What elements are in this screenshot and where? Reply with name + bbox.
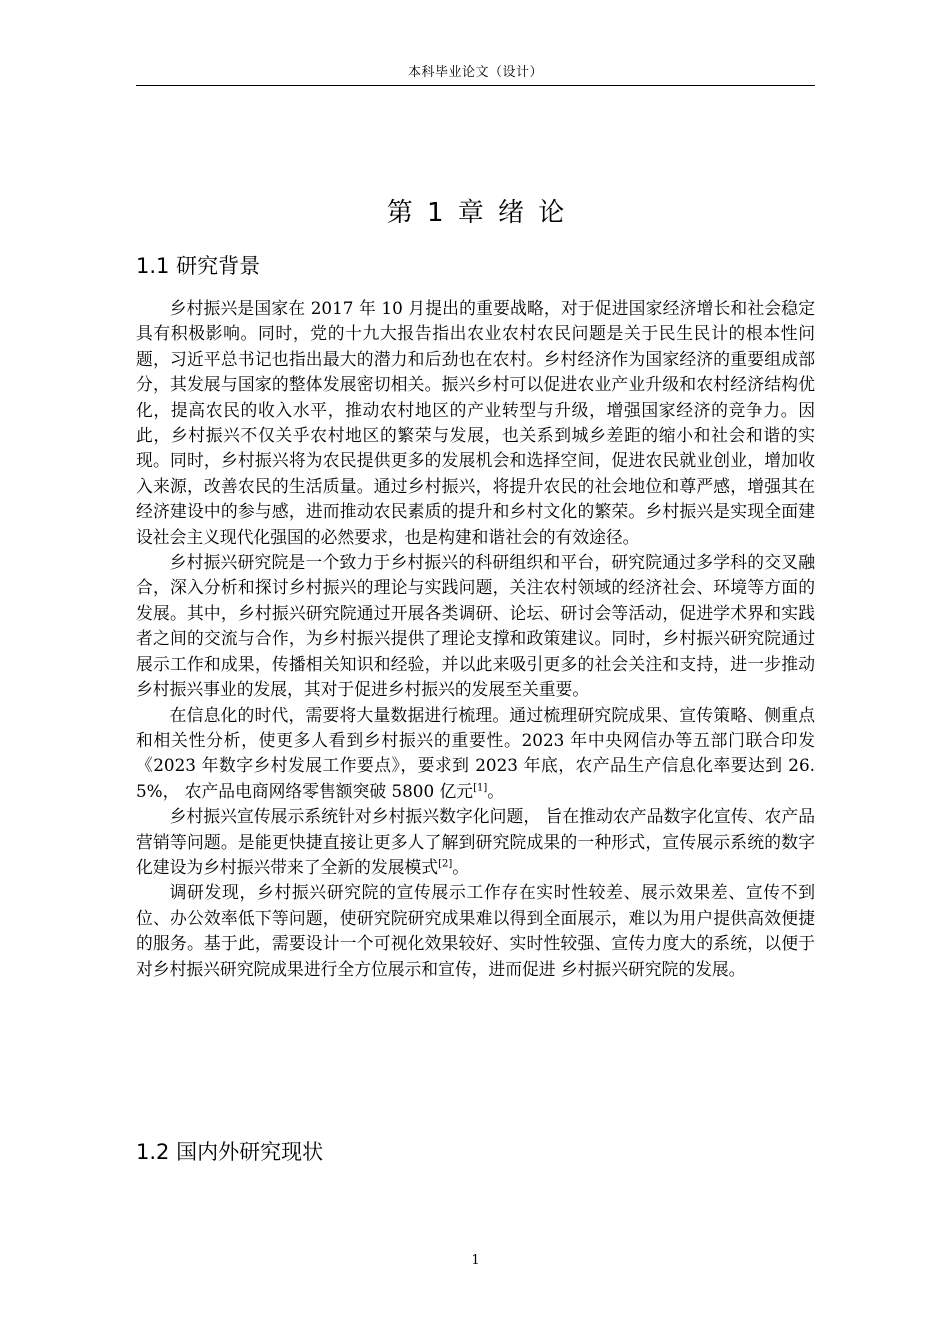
paragraph-text: 乡村振兴研究院是一个致力于乡村振兴的科研组织和平台，研究院通过多学科的交叉融合，深入分析和探讨乡村振兴的理论与实践问题，关注农村领域的经济社会、环境等方面的发展。其中，乡村振兴研究院通过开展各类调研、论坛、研讨会等活动，促进学术界和实践者之间的交流与合作，为乡村振兴提供了理论支撑和政策建议。同时，乡村振兴研究院通过展示工作和成果，传播相关知识和经验，并以此来吸引更多的社会关注和支持，进一步推动乡村振兴事业的发展，其对于促进乡村振兴的发展至关重要。 xyxy=(136,552,815,700)
page-number: 1 xyxy=(471,1253,480,1268)
section-heading-1-2: 1.2 国内外研究现状 xyxy=(136,1140,324,1164)
section-heading-1-1: 1.1 研究背景 xyxy=(136,254,261,278)
chapter-title: 第 1 章 绪 论 xyxy=(386,198,565,228)
paragraph xyxy=(136,703,815,805)
paragraph-text: 在信息化的时代，需要将大量数据进行梳理。通过梳理研究院成果、宣传策略、侧重点和相关性分析，使更多人看到乡村振兴的重要性。2023 年中央网信办等五部门联合印发《2023 年数字乡村发展工作要点》，要求到 2023 年底，农产品生产信息化率要达到 26.5%， 农产品电商网络零售额突破 5800 亿元 xyxy=(136,704,815,801)
paragraph xyxy=(136,804,815,880)
body-text xyxy=(136,296,815,982)
paragraph-text: 调研发现，乡村振兴研究院的宣传展示工作存在实时性较差、展示效果差、宣传不到位、办公效率低下等问题，使研究院研究成果难以得到全面展示，难以为用户提供高效便捷的服务。基于此，需要设计一个可视化效果较好、实时性较强、宣传力度大的系统，以便于对乡村振兴研究院成果进行全方位展示和宣传，进而促进 乡村振兴研究院的发展。 xyxy=(136,882,815,979)
paragraph-text: 乡村振兴宣传展示系统针对乡村振兴数字化问题， 旨在推动农产品数字化宣传、农产品营销等问题。是能更快捷直接让更多人了解到研究院成果的一种形式，宣传展示系统的数字化建设为乡村振兴带来了全新的发展模式 xyxy=(136,806,815,877)
header-rule xyxy=(136,85,815,86)
paragraph xyxy=(136,880,815,982)
running-header: 本科毕业论文（设计） xyxy=(407,65,543,80)
paragraph-text: 乡村振兴是国家在 2017 年 10 月提出的重要战略，对于促进国家经济增长和社会稳定具有积极影响。同时，党的十九大报告指出农业农村农民问题是关于民生民计的根本性问题，习近平总书记也指出最大的潜力和后劲也在农村。乡村经济作为国家经济的重要组成部分，其发展与国家的整体发展密切相关。振兴乡村可以促进农业产业升级和农村经济结构优化，提高农民的收入水平，推动农村地区的产业转型与升级，增强国家经济的竞争力。因此，乡村振兴不仅关乎农村地区的繁荣与发展，也关系到城乡差距的缩小和社会和谐的实现。同时，乡村振兴将为农民提供更多的发展机会和选择空间，促进农民就业创业，增加收入来源，改善农民的生活质量。通过乡村振兴，将提升农民的社会地位和尊严感，增强其在经济建设中的参与感，进而推动农民素质的提升和乡村文化的繁荣。乡村振兴是实现全面建设社会主义现代化强国的必然要求，也是构建和谐社会的有效途径。 xyxy=(136,298,815,547)
paragraph-tail: 。 xyxy=(487,780,505,801)
paragraph xyxy=(136,550,815,702)
paragraph xyxy=(136,296,815,550)
citation-ref[interactable]: [1] xyxy=(473,782,488,794)
paragraph-tail: 。 xyxy=(452,856,470,877)
citation-ref[interactable]: [2] xyxy=(438,858,453,870)
